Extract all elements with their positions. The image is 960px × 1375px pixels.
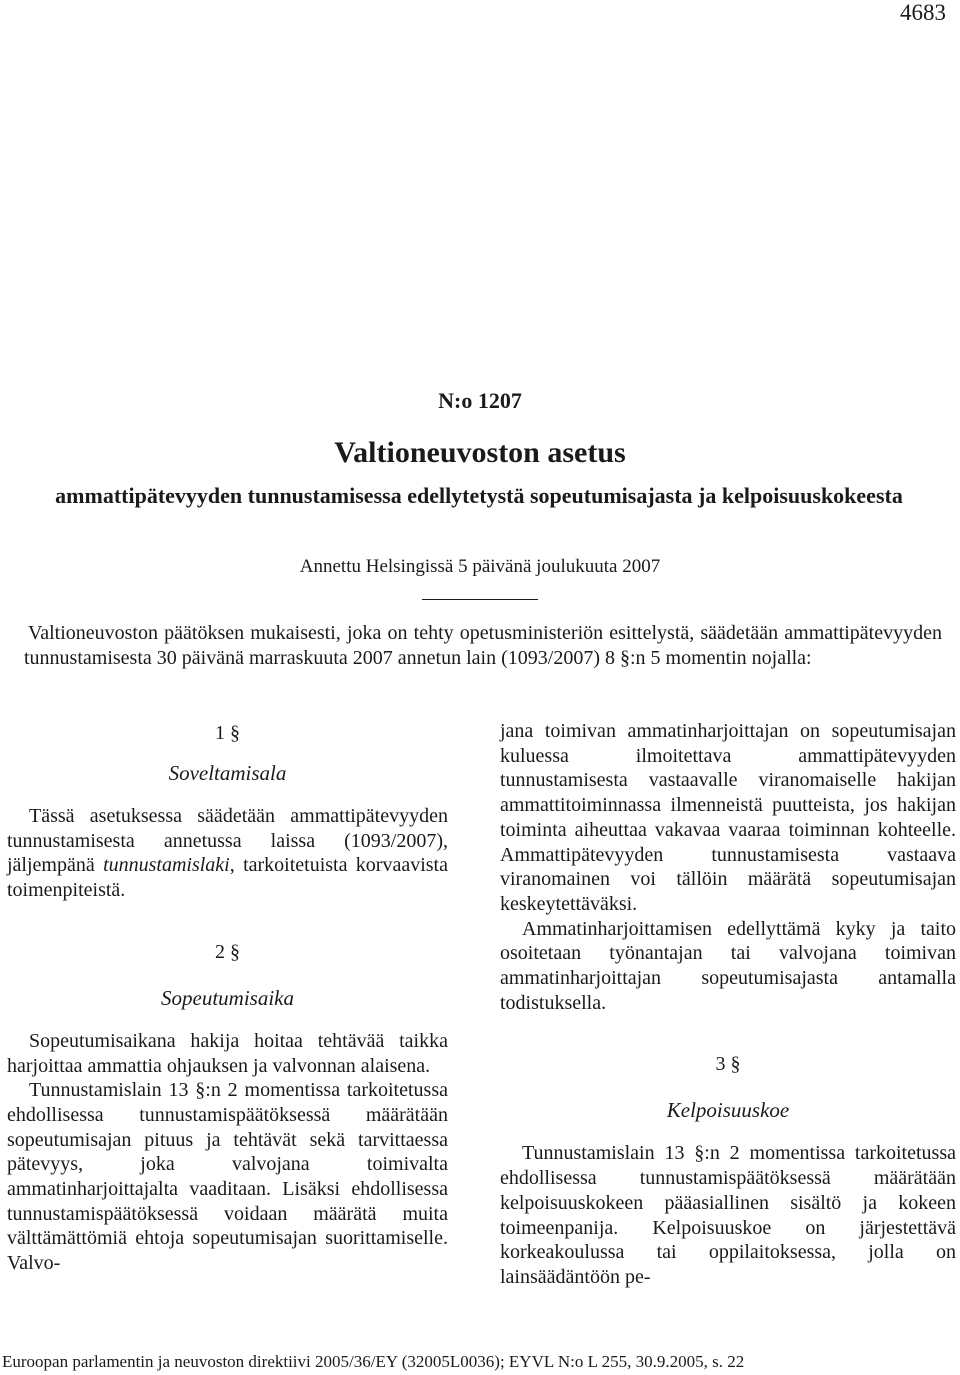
- title-divider: [422, 599, 538, 600]
- section-2-paragraph-3: Ammatinharjoittamisen edellyttämä kyky ja taito osoitetaan työnantajan tai valvojana toimivan ammatinharjoittajan sopeutumisajasta antamalla todistuksella.: [500, 917, 956, 1014]
- page-number: 4683: [900, 0, 946, 25]
- section-3-number: 3 §: [715, 1053, 741, 1076]
- section-1-number: 1 §: [215, 722, 240, 744]
- footnote: Euroopan parlamentin ja neuvoston direktiivi 2005/36/EY (32005L0036); EYVL N:o L 255, 30.9.2005, s. 22: [2, 1352, 745, 1371]
- section-1-text-start: Tässä asetuksessa säädetään ammattipätevyyden tunnustamisesta annetussa laissa (1093/2007), jäljempänä: [7, 805, 448, 877]
- statute-number: N:o 1207: [438, 388, 522, 413]
- document-title: Valtioneuvoston asetus: [334, 436, 626, 469]
- section-3-title: Kelpoisuuskoe: [666, 1098, 790, 1123]
- given-date: Annettu Helsingissä 5 päivänä joulukuuta 2007: [299, 556, 661, 577]
- section-2-number: 2 §: [215, 940, 240, 963]
- section-1-text-end: , tarkoitetuista korvaavista toimenpiteistä.: [7, 854, 448, 902]
- section-1-defined-term: tunnustamislaki: [103, 854, 230, 877]
- document-subtitle: ammattipätevyyden tunnustamisessa edellytetystä sopeutumisajasta ja kelpoisuuskokeesta: [55, 483, 903, 508]
- section-2-paragraph-1: Sopeutumisaikana hakija hoitaa tehtävää taikka harjoittaa ammattia ohjauksen ja valvonnan alaisena.: [7, 1029, 448, 1077]
- preamble: Valtioneuvoston päätöksen mukaisesti, joka on tehty opetusministeriön esittelystä, säädetään ammattipätevyyden tunnustamisesta 30 päivänä marraskuuta 2007 annetun lain (1093/2007) 8 §:n 5 momentin nojalla:: [24, 622, 942, 669]
- section-2-title: Sopeutumisaika: [161, 985, 294, 1010]
- section-2-paragraph-2: Tunnustamislain 13 §:n 2 momentissa tarkoitetussa ehdollisessa tunnustamispäätöksessä määrätään sopeutumisajan pituus ja tehtävät sekä tarvittaessa pätevyys, joka valvojana toimivalta ammatinharjoittajalta vaaditaan. Lisäksi ehdollisessa tunnustamispäätöksessä voidaan määrätä muita välttämättömiä ehtoja sopeutumisajan suorittamiselle. Valvo-: [7, 1079, 448, 1275]
- section-1-title: Soveltamisala: [168, 761, 287, 785]
- right-column: [500, 719, 956, 1290]
- section-3-paragraph-1: Tunnustamislain 13 §:n 2 momentissa tarkoitetussa ehdollisessa tunnustamispäätöksessä määrätään kelpoisuuskokeen pääasiallinen sisältö ja kokeen toimeenpanija. Kelpoisuuskoe on järjestettävä korkeakoulussa tai oppilaitoksessa, jolla on lainsäädäntöön pe-: [500, 1142, 956, 1288]
- section-2-paragraph-2-continued: jana toimivan ammatinharjoittajan on sopeutumisajan kuluessa ilmoitettava ammattipätevyyden tunnustamisesta vastaavalle viranomaiselle hakijan ammattitoiminnassa ilmenneistä puutteista, jos hakijan toiminta aiheuttaa vakavaa vaaraa toiminnan kohteelle. Ammattipätevyyden tunnustamisesta vastaava viranomainen voi tällöin määrätä sopeutumisajan keskeytettäväksi.: [500, 720, 956, 915]
- section-1-paragraph: [7, 804, 448, 903]
- left-column: [7, 720, 448, 1276]
